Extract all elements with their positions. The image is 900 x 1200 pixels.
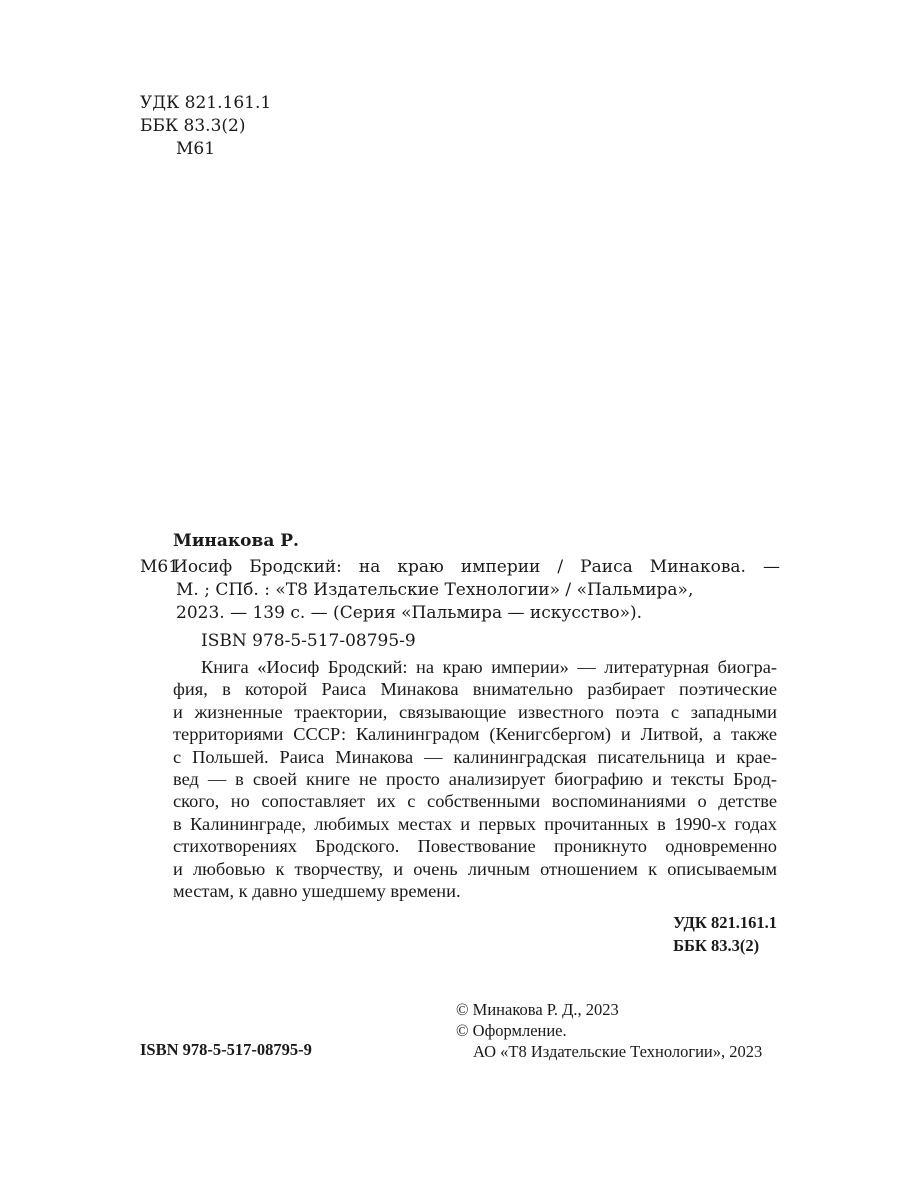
catalog-record	[140, 528, 780, 653]
annotation-line: и любовью к творчеству, и очень личным отношением к описываемым	[173, 858, 777, 879]
catalog-year-series-line: 2023. — 139 с. — (Серия «Пальмира — искусство»).	[176, 603, 643, 623]
copyright-design: © Оформление.	[456, 1021, 567, 1040]
catalog-isbn: ISBN 978-5-517-08795-9	[201, 631, 416, 651]
annotation-line: стихотворениях Бродского. Повествование проникнуто одновременно	[173, 836, 777, 857]
copyright-block	[456, 999, 762, 1062]
catalog-title-line: Иосиф Бродский: на краю империи / Раиса Минакова. —	[173, 557, 780, 577]
annotation-line: Книга «Иосиф Бродский: на краю империи» — литературная биогра-	[201, 657, 777, 677]
annotation-line: фия, в которой Раиса Минакова внимательно разбирает поэтические	[173, 679, 777, 700]
annotation-line: местам, к давно ушедшему времени.	[173, 881, 461, 902]
catalog-entry	[140, 556, 780, 625]
annotation-line: и жизненные траектории, связывающие известного поэта с западными	[173, 701, 777, 722]
header-bbk-code: ББК 83.3(2)	[140, 116, 246, 136]
footer-classification-codes	[673, 911, 777, 957]
annotation-line: с Польшей. Раиса Минакова — калининградская писательница и крае-	[173, 746, 777, 767]
annotation-line: территориями СССР: Калининградом (Кенигсбергом) и Литвой, а также	[173, 724, 777, 745]
footer-bbk-code: ББК 83.3(2)	[673, 936, 760, 955]
header-udk-code: УДК 821.161.1	[140, 93, 272, 113]
isbn-footer: ISBN 978-5-517-08795-9	[140, 1040, 312, 1059]
copyright-publisher: АО «Т8 Издательские Технологии», 2023	[473, 1042, 763, 1061]
footer-udk-code: УДК 821.161.1	[673, 913, 777, 932]
annotation-line: в Калининграде, любимых местах и первых прочитанных в 1990-х годах	[173, 813, 777, 834]
catalog-author: Минакова Р.	[173, 531, 299, 551]
annotation-line: вед — в своей книге не просто анализирует биографию и тексты Брод-	[173, 769, 777, 790]
catalog-author-mark: М61	[140, 557, 180, 577]
book-annotation	[173, 656, 777, 902]
header-classification-codes	[140, 92, 271, 161]
copyright-author: © Минакова Р. Д., 2023	[456, 1000, 619, 1019]
annotation-line: ского, но сопоставляет их с собственными воспоминаниями о детстве	[173, 791, 777, 812]
catalog-publisher-line: М. ; СПб. : «Т8 Издательские Технологии» / «Пальмира»,	[176, 580, 694, 600]
header-author-mark: М61	[176, 139, 216, 159]
